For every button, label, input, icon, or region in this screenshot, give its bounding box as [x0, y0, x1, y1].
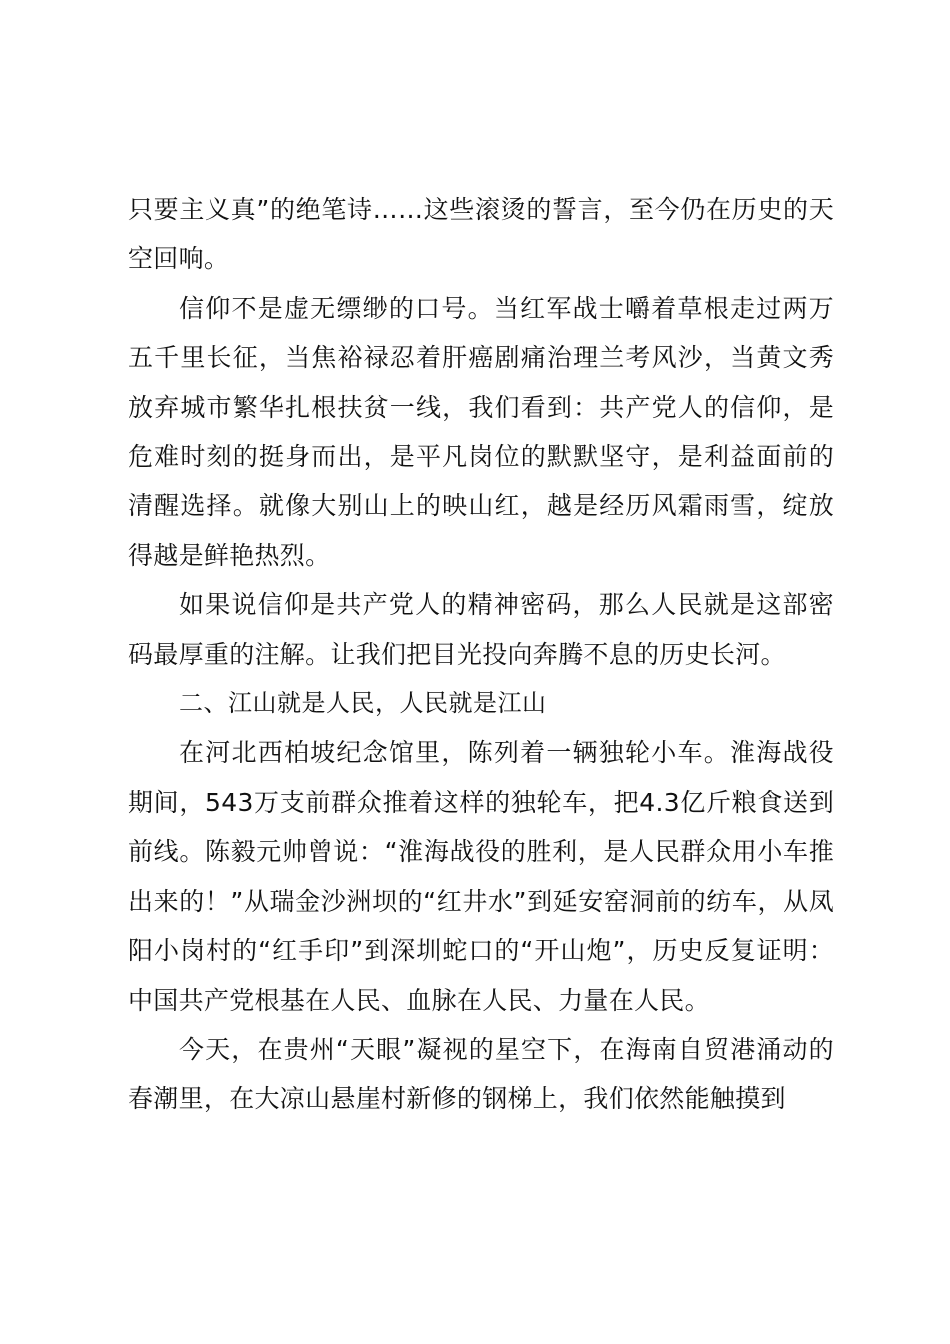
document-body — [128, 185, 834, 1124]
paragraph-transition: 如果说信仰是共产党人的精神密码，那么人民就是这部密码最厚重的注解。让我们把目光投向奔腾不息的历史长河。 — [128, 590, 834, 669]
paragraph-today: 今天，在贵州“天眼”凝视的星空下，在海南自贸港涌动的春潮里，在大凉山悬崖村新修的钢梯上，我们依然能触摸到 — [128, 1034, 834, 1114]
section-heading: 二、江山就是人民，人民就是江山 — [179, 689, 547, 718]
paragraph-faith: 信仰不是虚无缥缈的口号。当红军战士嚼着草根走过两万五千里长征，当焦裕禄忍着肝癌剧痛治理兰考风沙，当黄文秀放弃城市繁华扎根扶贫一线，我们看到：共产党人的信仰，是危难时刻的挺身而出，是平凡岗位的默默坚守，是利益面前的清醒选择。就像大别山上的映山红，越是经历风霜雨雪，绽放得越是鲜艳热烈。 — [128, 293, 834, 570]
paragraph-continuation: 只要主义真”的绝笔诗……这些滚烫的誓言，至今仍在历史的天空回响。 — [128, 195, 834, 274]
paragraph-xibaipo: 在河北西柏坡纪念馆里，陈列着一辆独轮小车。淮海战役期间，543万支前群众推着这样的独轮车，把4.3亿斤粮食送到前线。陈毅元帅曾说：“淮海战役的胜利，是人民群众用小车推出来的！”从瑞金沙洲坝的“红井水”到延安窑洞前的纺车，从凤阳小岗村的“红手印”到深圳蛇口的“开山炮”，历史反复证明：中国共产党根基在人民、血脉在人民、力量在人民。 — [128, 738, 834, 1015]
